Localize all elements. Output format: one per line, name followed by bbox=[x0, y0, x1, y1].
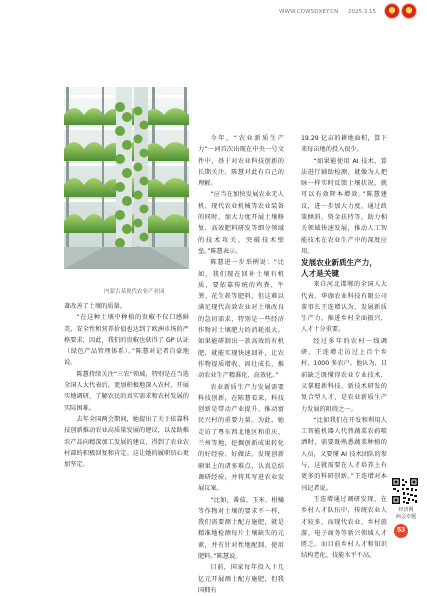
section-heading-line: 发展农业新质生产力， bbox=[301, 258, 377, 268]
qr-code bbox=[391, 477, 419, 505]
photo-caption: 内蒙古某现代农业产业园 bbox=[104, 289, 165, 295]
article-column-3 bbox=[301, 133, 387, 562]
paragraph: 陈慧进一步举例说：“比如，我们现在回补土壤有机质，要依靠传统的鸡粪、牛粪、花生麸等肥料，但这难以满足现代高效农业对土壤改良的急切需求，特别是一些经济作物对土壤肥力的消耗很大。如果能研制出一款高效的有机肥，就能实现快速回补，让农作物提质增收、固壮成长，推动农业生产精准化、高效化。” bbox=[198, 259, 284, 380]
site-url: WWW.CDWSDXEY.CN bbox=[279, 9, 339, 15]
paragraph: “应当在加快发展农业无人机、现代农业机械等农业装备的同时，加大力度开展土壤修复、高效肥料研发等细分领域的技术攻关，突破技术壁垒。”陈慧表示。 bbox=[198, 191, 284, 255]
paragraph: 今年，“农业新质生产力”一词首次出现在中央一号文件中，基于对农业科技创新的长期关注，陈慧对此有自己的理解。 bbox=[198, 135, 284, 188]
paragraph: 去年全国两会期间，她提出了关于依靠科技创新推动农业高质量发展的建议，以及助推农产品向精深加工发展的建议，得到了农业农村部的积极回复和肯定。这让她的履职信心更加坚定。 bbox=[64, 415, 189, 469]
qr-label bbox=[391, 507, 421, 520]
qr-code-icon bbox=[391, 477, 419, 505]
article-column-2 bbox=[198, 133, 284, 596]
qr-label-line: 经济网 bbox=[398, 507, 414, 513]
section-heading-line: 人才是关键 bbox=[301, 269, 339, 279]
paragraph: 农业新质生产力发展需要科技创新，在陈慧看来，科技创新是带动产业提升、推动富民兴村的重要力量。为此，她走访了粤东西北地区和重庆、兰州等地，挖掘创新成果转化的好经验、好做法，发现创新硕果上的诸多难点，认真总结调研经验，并将其写进农业发展议案。 bbox=[198, 383, 284, 493]
issue-date: 2025.3.15 bbox=[348, 9, 376, 15]
emblem-icon bbox=[402, 4, 416, 18]
paragraph: 来自河北邯郸的全国人大代表、华珈农业科技有限公司董事长王连增认为，发展新质生产力，推进乡村全面振兴，人才十分重要。 bbox=[301, 281, 387, 334]
paragraph: 目前，国家每年投入十几亿元开展测土配方施肥，但我国拥有 bbox=[198, 564, 284, 594]
paragraph: “在这种土壤中种植的贵椒不仅口感鲜美，安全性和营养价值也达到了欧洲市场的严格要求，因此，我们的贵椒也获得了 GP 认证（绿色产品管理体系）。”陈慧对记者自豪地说。 bbox=[64, 314, 189, 367]
paragraph: 19.29 亿亩的耕地面积，算下来每亩地的投入很少。 bbox=[301, 135, 387, 154]
emblem-icon bbox=[385, 4, 399, 18]
paragraph: “比如，番茄、玉米、柑橘等作物对土壤的要求不一样，我们需要测土配方施肥，就是精准地检测每片土壤缺失的元素，并有针对性地配制、使用肥料。”陈慧说。 bbox=[198, 496, 284, 560]
paragraph: 经过多年的农村一线调研，王连增走访过上百个乡村、1000 多农户。他认为，目前缺乏既懂得农业专业技术，又掌握新科技、新技术研发的复合型人才，是农业新质生产力发展的阻碍之一。 bbox=[301, 337, 387, 413]
greenhouse-photo bbox=[64, 87, 189, 269]
article-column-1 bbox=[64, 301, 189, 470]
paragraph: “如果能使用 AI 技术、算法进行辅助检测，就像为人把脉一样实时反馈土壤状况，就可以有效降本增效。”陈慧建议，进一步加大力度，通过政策倾斜、资金扶持等，助力相关领域快速发展，推动人工智能技术在农业生产中的深度应用。 bbox=[301, 157, 387, 255]
section-heading bbox=[301, 257, 387, 279]
page-number: 53 bbox=[394, 524, 408, 538]
paragraph: 著改善了土壤的质量。 bbox=[64, 303, 126, 310]
qr-label-line: 两会专题 bbox=[395, 513, 416, 520]
paragraph: “比如我们在开发和利用人工智能机器人代替蔬菜农药喷洒时，需要既熟悉蔬菜种植的人员，又要懂 AI 技术团队的参与，这就需要在人才培养上有更多的科研创新。”王连增对本刊记者说。 bbox=[301, 416, 387, 492]
paragraph: 王连增通过调研发现，在乡村人才队伍中，传统农业人才较多，而现代农业、乡村旅游、电子商务等新兴领域人才匮乏。而目前乡村人才和知识结构老化、技能水平不高， bbox=[301, 495, 387, 560]
paragraph: 陈慧持续关注“三农”领域，特别是在当选全国人大代表后，更加积极地深入农村，开展实地调研，了解农民的真实需求和农村发展的实际困难。 bbox=[64, 370, 189, 412]
